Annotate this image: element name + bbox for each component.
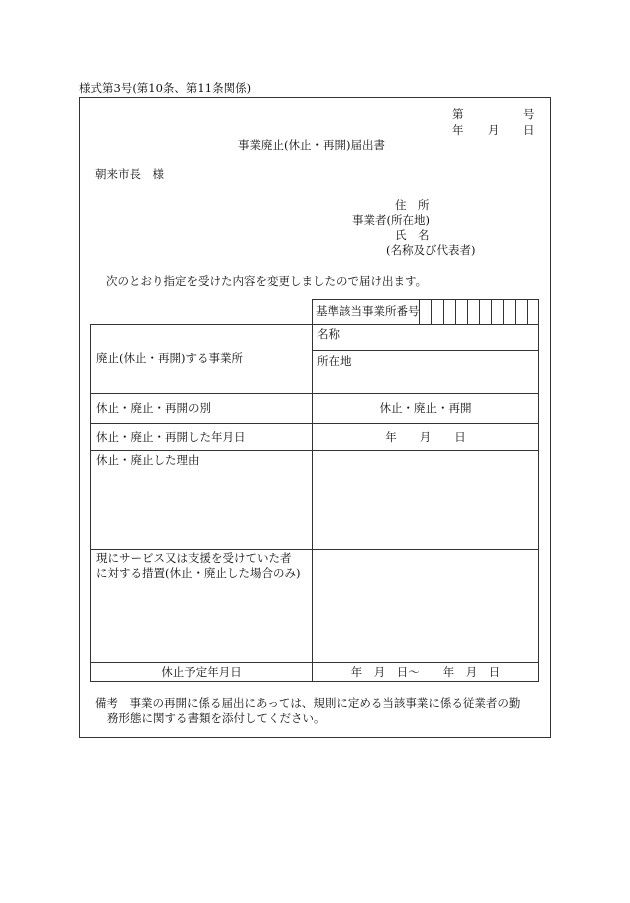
date-day: 日: [523, 123, 535, 137]
operator-label: 事業者(所在地): [352, 213, 430, 227]
address-label: 住 所: [395, 198, 430, 212]
remarks-line1: 備考 事業の再開に係る届出にあっては、規則に定める当該事業に係る従業者の勤: [95, 696, 521, 710]
facility-label: 廃止(休止・再開)する事業所: [96, 351, 243, 365]
remarks-line2: 務形態に関する書類を添付してください。: [107, 711, 326, 725]
name-note: (名称及び代表者): [386, 243, 476, 257]
planned-label: 休止予定年月日: [161, 665, 242, 679]
facility-location-field: 所在地: [317, 354, 352, 368]
planned-value: 年 月 日～ 年 月 日: [350, 665, 501, 679]
date-month: 月: [488, 123, 500, 137]
table-bottom: [90, 681, 539, 682]
form-number: 様式第3号(第10条、第11条関係): [79, 81, 252, 95]
measures-label-line2: に対する措置(休止・廃止した場合のみ): [96, 566, 301, 580]
reason-label: 休止・廃止した理由: [96, 453, 200, 467]
table-divider: [312, 324, 313, 682]
intro-text: 次のとおり指定を受けた内容を変更しましたので届け出ます。: [106, 274, 428, 288]
number-suffix: 号: [523, 107, 535, 121]
date-year: 年: [452, 123, 464, 137]
table-right: [538, 324, 539, 682]
office-number-label: 基準該当事業所番号: [316, 304, 420, 318]
type-label: 休止・廃止・再開の別: [96, 401, 211, 415]
table-left: [90, 324, 91, 682]
facility-name-field: 名称: [317, 327, 340, 341]
date-value: 年 月 日: [385, 430, 466, 444]
type-value: 休止・廃止・再開: [379, 401, 472, 415]
name-label: 氏 名: [395, 228, 430, 242]
table-top: [90, 324, 539, 325]
office-number-top: [312, 299, 539, 300]
measures-label-line1: 現にサービス又は支援を受けていた者: [96, 551, 292, 565]
date-label: 休止・廃止・再開した年月日: [96, 430, 246, 444]
office-number-right: [538, 299, 539, 324]
office-number-left: [312, 299, 313, 324]
number-prefix: 第: [452, 107, 464, 121]
addressee: 朝来市長 様: [95, 167, 164, 181]
document-title: 事業廃止(休止・再開)届出書: [238, 138, 385, 152]
form-frame: [79, 97, 551, 738]
